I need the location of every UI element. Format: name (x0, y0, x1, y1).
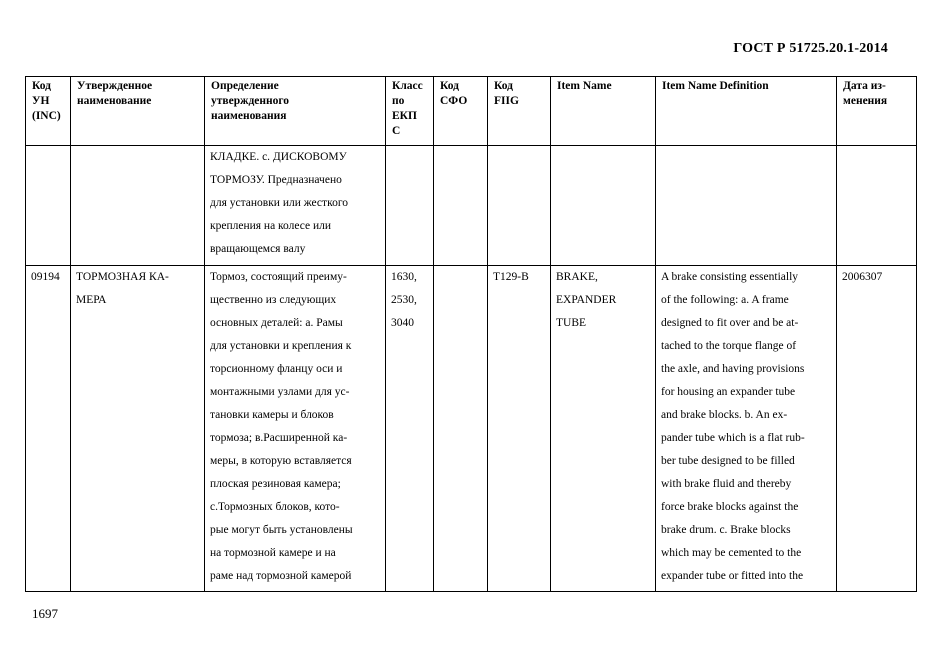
text-line: 09194 (31, 271, 60, 283)
text-line: expander tube or fitted into the (661, 570, 804, 582)
text-line: ЕКП (392, 110, 417, 122)
cell-approved-name (71, 266, 205, 592)
text-line: Код (32, 80, 52, 92)
text-line: the axle, and having provisions (661, 363, 805, 375)
text-line: крепления на колесе или (210, 220, 332, 232)
text-line: A brake consisting essentially (661, 271, 799, 283)
cell-item-name-definition (656, 266, 837, 592)
text-line: С (392, 125, 401, 137)
text-line: ТОРМОЗНАЯ КА- (76, 271, 169, 283)
text-line: tached to the torque flange of (661, 340, 797, 352)
text-line: раме над тормозной камерой (210, 570, 352, 582)
text-line: щественно из следующих (210, 294, 337, 306)
text-line: pander tube which is a flat rub- (661, 432, 805, 444)
text-line: BRAKE, (556, 271, 598, 283)
cell-inc-code (26, 266, 71, 592)
cell-change-date (837, 266, 917, 592)
cell-sfo-code (434, 266, 488, 592)
text-line: 2530, (391, 294, 417, 306)
text-line: для установки и крепления к (210, 340, 352, 352)
text-line: МЕРА (76, 294, 107, 306)
text-line: Item Name Definition (662, 80, 769, 92)
text-line: of the following: a. A frame (661, 294, 789, 306)
header-item-name (551, 77, 656, 146)
header-approved-name (71, 77, 205, 146)
text-line: монтажными узлами для ус- (210, 386, 350, 398)
cell-approved-name (71, 146, 205, 266)
text-line: EXPANDER (556, 294, 617, 306)
table-row (26, 146, 917, 266)
cell-definition (205, 266, 386, 592)
text-line: вращающемся валу (210, 243, 306, 255)
text-line: СФО (440, 95, 468, 107)
text-line: наименование (77, 95, 152, 107)
text-line: основных деталей: а. Рамы (210, 317, 343, 329)
cell-item-name-definition (656, 146, 837, 266)
cell-fiig-code (488, 266, 551, 592)
text-line: тановки камеры и блоков (210, 409, 334, 421)
header-fiig-code (488, 77, 551, 146)
text-line: TUBE (556, 317, 587, 329)
cell-sfo-code (434, 146, 488, 266)
text-line: наименования (211, 110, 287, 122)
text-line: с.Тормозных блоков, кото- (210, 501, 340, 513)
text-line: торсионному фланцу оси и (210, 363, 343, 375)
cell-fiig-code (488, 146, 551, 266)
page-number: 1697 (32, 606, 58, 621)
text-line: рые могут быть установлены (210, 524, 353, 536)
text-line: Определение (211, 80, 279, 92)
text-line: плоская резиновая камера; (210, 478, 341, 490)
text-line: Утвержденное (77, 80, 153, 92)
cell-change-date (837, 146, 917, 266)
text-line: УН (32, 95, 50, 107)
cell-ekps-class (386, 266, 434, 592)
text-line: ТОРМОЗУ. Предназначено (210, 174, 342, 186)
text-line: на тормозной камере и на (210, 547, 336, 559)
table-header-row (26, 77, 917, 146)
text-line: brake drum. c. Brake blocks (661, 524, 791, 536)
cell-definition (205, 146, 386, 266)
text-line: тормоза; в.Расширенной ка- (210, 432, 348, 444)
cell-item-name (551, 146, 656, 266)
header-item-name-definition (656, 77, 837, 146)
text-line: and brake blocks. b. An ex- (661, 409, 788, 421)
header-inc-code (26, 77, 71, 146)
text-line: force brake blocks against the (661, 501, 799, 513)
header-approved-name-definition (205, 77, 386, 146)
header-ekps-class (386, 77, 434, 146)
text-line: 2006307 (842, 271, 883, 283)
text-line: Код (440, 80, 460, 92)
text-line: designed to fit over and be at- (661, 317, 799, 329)
cell-item-name (551, 266, 656, 592)
text-line: утвержденного (211, 95, 290, 107)
text-line: Класс (392, 80, 423, 92)
header-sfo-code (434, 77, 488, 146)
text-line: with brake fluid and thereby (661, 478, 792, 490)
text-line: 1630, (391, 271, 417, 283)
text-line: (INC) (32, 110, 61, 122)
text-line: for housing an expander tube (661, 386, 796, 398)
gost-classification-table (25, 76, 917, 592)
text-line: 3040 (391, 317, 414, 329)
table-row (26, 266, 917, 592)
text-line: T129-B (493, 271, 529, 283)
text-line: FIIG (494, 95, 519, 107)
text-line: ber tube designed to be filled (661, 455, 795, 467)
text-line: КЛАДКЕ. с. ДИСКОВОМУ (210, 151, 347, 163)
text-line: Item Name (557, 80, 612, 92)
header-change-date (837, 77, 917, 146)
text-line: меры, в которую вставляется (210, 455, 352, 467)
text-line: для установки или жесткого (210, 197, 348, 209)
text-line: по (392, 95, 405, 107)
text-line: менения (843, 95, 888, 107)
cell-inc-code (26, 146, 71, 266)
text-line: Тормоз, состоящий преиму- (210, 271, 347, 283)
text-line: Дата из- (843, 80, 886, 92)
text-line: which may be cemented to the (661, 547, 802, 559)
cell-ekps-class (386, 146, 434, 266)
text-line: Код (494, 80, 514, 92)
standard-header: ГОСТ Р 51725.20.1-2014 (733, 41, 888, 56)
